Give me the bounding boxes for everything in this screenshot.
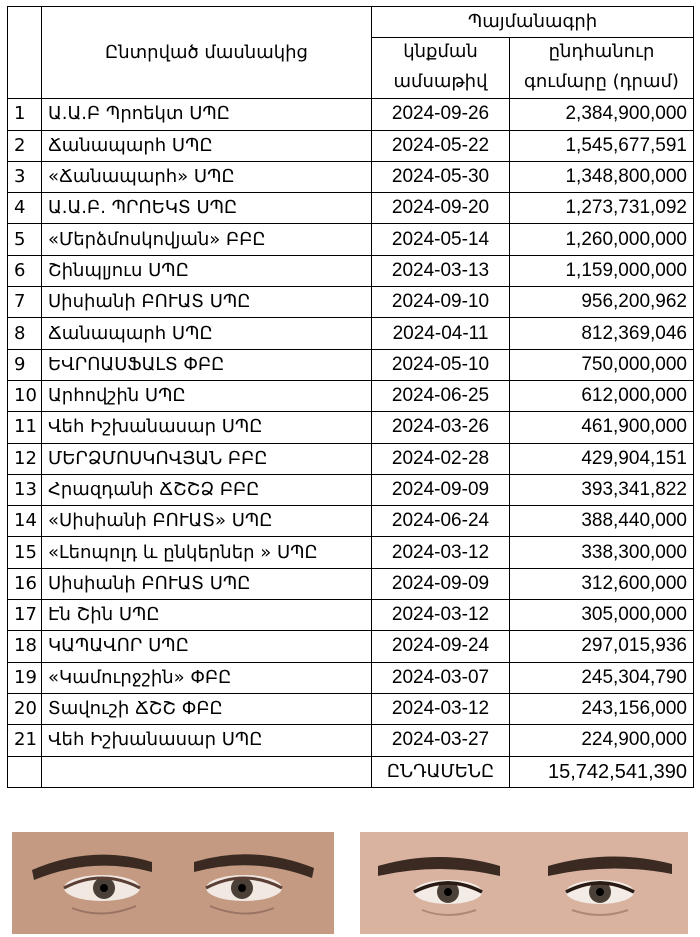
- row-contract-amount: 312,600,000: [510, 568, 694, 599]
- table-row: [8, 193, 694, 224]
- row-index: 6: [8, 255, 42, 286]
- row-participant-name: «Սիսիանի ԲՈՒԱՏ» ՍՊԸ: [42, 506, 372, 537]
- row-contract-amount: 224,900,000: [510, 725, 694, 756]
- row-contract-amount: 1,348,800,000: [510, 161, 694, 192]
- row-contract-date: 2024-03-07: [372, 662, 510, 693]
- table-row: [8, 725, 694, 756]
- row-participant-name: Շինպլյուս ՍՊԸ: [42, 255, 372, 286]
- row-contract-amount: 812,369,046: [510, 318, 694, 349]
- table-row: [8, 380, 694, 411]
- row-contract-date: 2024-09-09: [372, 474, 510, 505]
- row-contract-amount: 393,341,822: [510, 474, 694, 505]
- header-date-line1: կնքման: [372, 38, 510, 67]
- table-row: [8, 161, 694, 192]
- table-row: [8, 662, 694, 693]
- eyes-image-right: [360, 832, 688, 934]
- row-index: 1: [8, 99, 42, 130]
- table-row: [8, 255, 694, 286]
- row-contract-date: 2024-03-13: [372, 255, 510, 286]
- row-participant-name: «Մերձմոսկովյան» ԲԲԸ: [42, 224, 372, 255]
- row-contract-amount: 388,440,000: [510, 506, 694, 537]
- row-contract-amount: 305,000,000: [510, 600, 694, 631]
- row-contract-amount: 2,384,900,000: [510, 99, 694, 130]
- total-amount: 15,742,541,390: [510, 756, 694, 787]
- row-contract-amount: 429,904,151: [510, 443, 694, 474]
- row-index: 13: [8, 474, 42, 505]
- row-participant-name: Ճանապարհ ՍՊԸ: [42, 318, 372, 349]
- row-contract-amount: 297,015,936: [510, 631, 694, 662]
- table-row: [8, 631, 694, 662]
- row-index: 2: [8, 130, 42, 161]
- header-index-cell: [8, 7, 42, 99]
- row-contract-amount: 1,260,000,000: [510, 224, 694, 255]
- row-contract-date: 2024-05-22: [372, 130, 510, 161]
- photos-strip: [0, 822, 700, 937]
- row-contract-date: 2024-05-30: [372, 161, 510, 192]
- row-participant-name: Ճանապարհ ՍՊԸ: [42, 130, 372, 161]
- table-row: [8, 506, 694, 537]
- row-index: 11: [8, 412, 42, 443]
- row-index: 20: [8, 693, 42, 724]
- row-contract-date: 2024-02-28: [372, 443, 510, 474]
- table-row: [8, 600, 694, 631]
- contracts-table: [7, 6, 694, 788]
- row-contract-date: 2024-05-10: [372, 349, 510, 380]
- table-body: [8, 99, 694, 756]
- eyes-image-left: [12, 832, 334, 934]
- row-participant-name: Վեհ Իշխանասար ՍՊԸ: [42, 725, 372, 756]
- row-contract-date: 2024-03-12: [372, 537, 510, 568]
- row-contract-date: 2024-09-24: [372, 631, 510, 662]
- table-row: [8, 287, 694, 318]
- header-contract-group: Պայմանագրի: [372, 7, 694, 38]
- row-participant-name: Ա.Ա.Բ. ՊՐՈԵԿՏ ՍՊԸ: [42, 193, 372, 224]
- table-row: [8, 130, 694, 161]
- row-participant-name: Սիսիանի ԲՈՒԱՏ ՍՊԸ: [42, 287, 372, 318]
- row-index: 14: [8, 506, 42, 537]
- total-label: ԸՆԴԱՄԵՆԸ: [372, 756, 510, 787]
- row-index: 3: [8, 161, 42, 192]
- row-participant-name: «Կամուրջշին» ՓԲԸ: [42, 662, 372, 693]
- table-row: [8, 568, 694, 599]
- row-contract-date: 2024-09-09: [372, 568, 510, 599]
- row-contract-date: 2024-06-24: [372, 506, 510, 537]
- table-row: [8, 412, 694, 443]
- row-contract-amount: 245,304,790: [510, 662, 694, 693]
- table-row: [8, 537, 694, 568]
- row-index: 16: [8, 568, 42, 599]
- row-index: 18: [8, 631, 42, 662]
- row-participant-name: Ա.Ա.Բ Պրոեկտ ՍՊԸ: [42, 99, 372, 130]
- total-row: [8, 756, 694, 787]
- row-index: 4: [8, 193, 42, 224]
- row-contract-amount: 1,273,731,092: [510, 193, 694, 224]
- row-participant-name: Էն Շին ՍՊԸ: [42, 600, 372, 631]
- row-contract-date: 2024-09-10: [372, 287, 510, 318]
- row-contract-amount: 956,200,962: [510, 287, 694, 318]
- table-row: [8, 349, 694, 380]
- row-index: 10: [8, 380, 42, 411]
- row-contract-amount: 1,545,677,591: [510, 130, 694, 161]
- header-row-top: [8, 7, 694, 38]
- row-contract-date: 2024-09-20: [372, 193, 510, 224]
- row-participant-name: Վեհ Իշխանասար ՍՊԸ: [42, 412, 372, 443]
- row-contract-date: 2024-03-27: [372, 725, 510, 756]
- row-participant-name: Հրազդանի ՃՇՇՁ ԲԲԸ: [42, 474, 372, 505]
- row-index: 19: [8, 662, 42, 693]
- row-contract-date: 2024-09-26: [372, 99, 510, 130]
- table-row: [8, 693, 694, 724]
- row-index: 9: [8, 349, 42, 380]
- row-participant-name: Տավուշի ՃՇՇ ՓԲԸ: [42, 693, 372, 724]
- row-contract-date: 2024-06-25: [372, 380, 510, 411]
- header-amount-line1: ընդհանուր: [510, 38, 694, 67]
- table-row: [8, 99, 694, 130]
- table-row: [8, 443, 694, 474]
- row-participant-name: Սիսիանի ԲՈՒԱՏ ՍՊԸ: [42, 568, 372, 599]
- row-contract-date: 2024-05-14: [372, 224, 510, 255]
- total-empty-index: [8, 756, 42, 787]
- row-index: 21: [8, 725, 42, 756]
- row-participant-name: ԵՎՐՈԱՍՖԱԼՏ ՓԲԸ: [42, 349, 372, 380]
- row-participant-name: «Ճանապարհ» ՍՊԸ: [42, 161, 372, 192]
- header-participant: Ընտրված մասնակից: [42, 7, 372, 99]
- row-contract-date: 2024-03-12: [372, 600, 510, 631]
- row-contract-amount: 750,000,000: [510, 349, 694, 380]
- header-amount-line2: գումարը (դրամ): [510, 66, 694, 99]
- eyes-photo-left: [12, 832, 334, 934]
- row-participant-name: Արհովշին ՍՊԸ: [42, 380, 372, 411]
- row-contract-amount: 1,159,000,000: [510, 255, 694, 286]
- row-contract-amount: 612,000,000: [510, 380, 694, 411]
- row-index: 8: [8, 318, 42, 349]
- table-row: [8, 318, 694, 349]
- row-index: 12: [8, 443, 42, 474]
- row-participant-name: ՄԵՐՁՄՈՍԿՈՎՅԱՆ ԲԲԸ: [42, 443, 372, 474]
- row-participant-name: ԿԱՊԱՎՈՐ ՍՊԸ: [42, 631, 372, 662]
- row-index: 5: [8, 224, 42, 255]
- row-index: 7: [8, 287, 42, 318]
- table-row: [8, 224, 694, 255]
- eyes-photo-right: [360, 832, 688, 934]
- row-participant-name: «Լեոպոլդ և ընկերներ » ՍՊԸ: [42, 537, 372, 568]
- row-contract-amount: 338,300,000: [510, 537, 694, 568]
- row-contract-date: 2024-04-11: [372, 318, 510, 349]
- header-date-line2: ամսաթիվ: [372, 66, 510, 99]
- total-empty-name: [42, 756, 372, 787]
- row-contract-date: 2024-03-26: [372, 412, 510, 443]
- table-row: [8, 474, 694, 505]
- row-contract-date: 2024-03-12: [372, 693, 510, 724]
- row-index: 17: [8, 600, 42, 631]
- row-contract-amount: 461,900,000: [510, 412, 694, 443]
- row-index: 15: [8, 537, 42, 568]
- row-contract-amount: 243,156,000: [510, 693, 694, 724]
